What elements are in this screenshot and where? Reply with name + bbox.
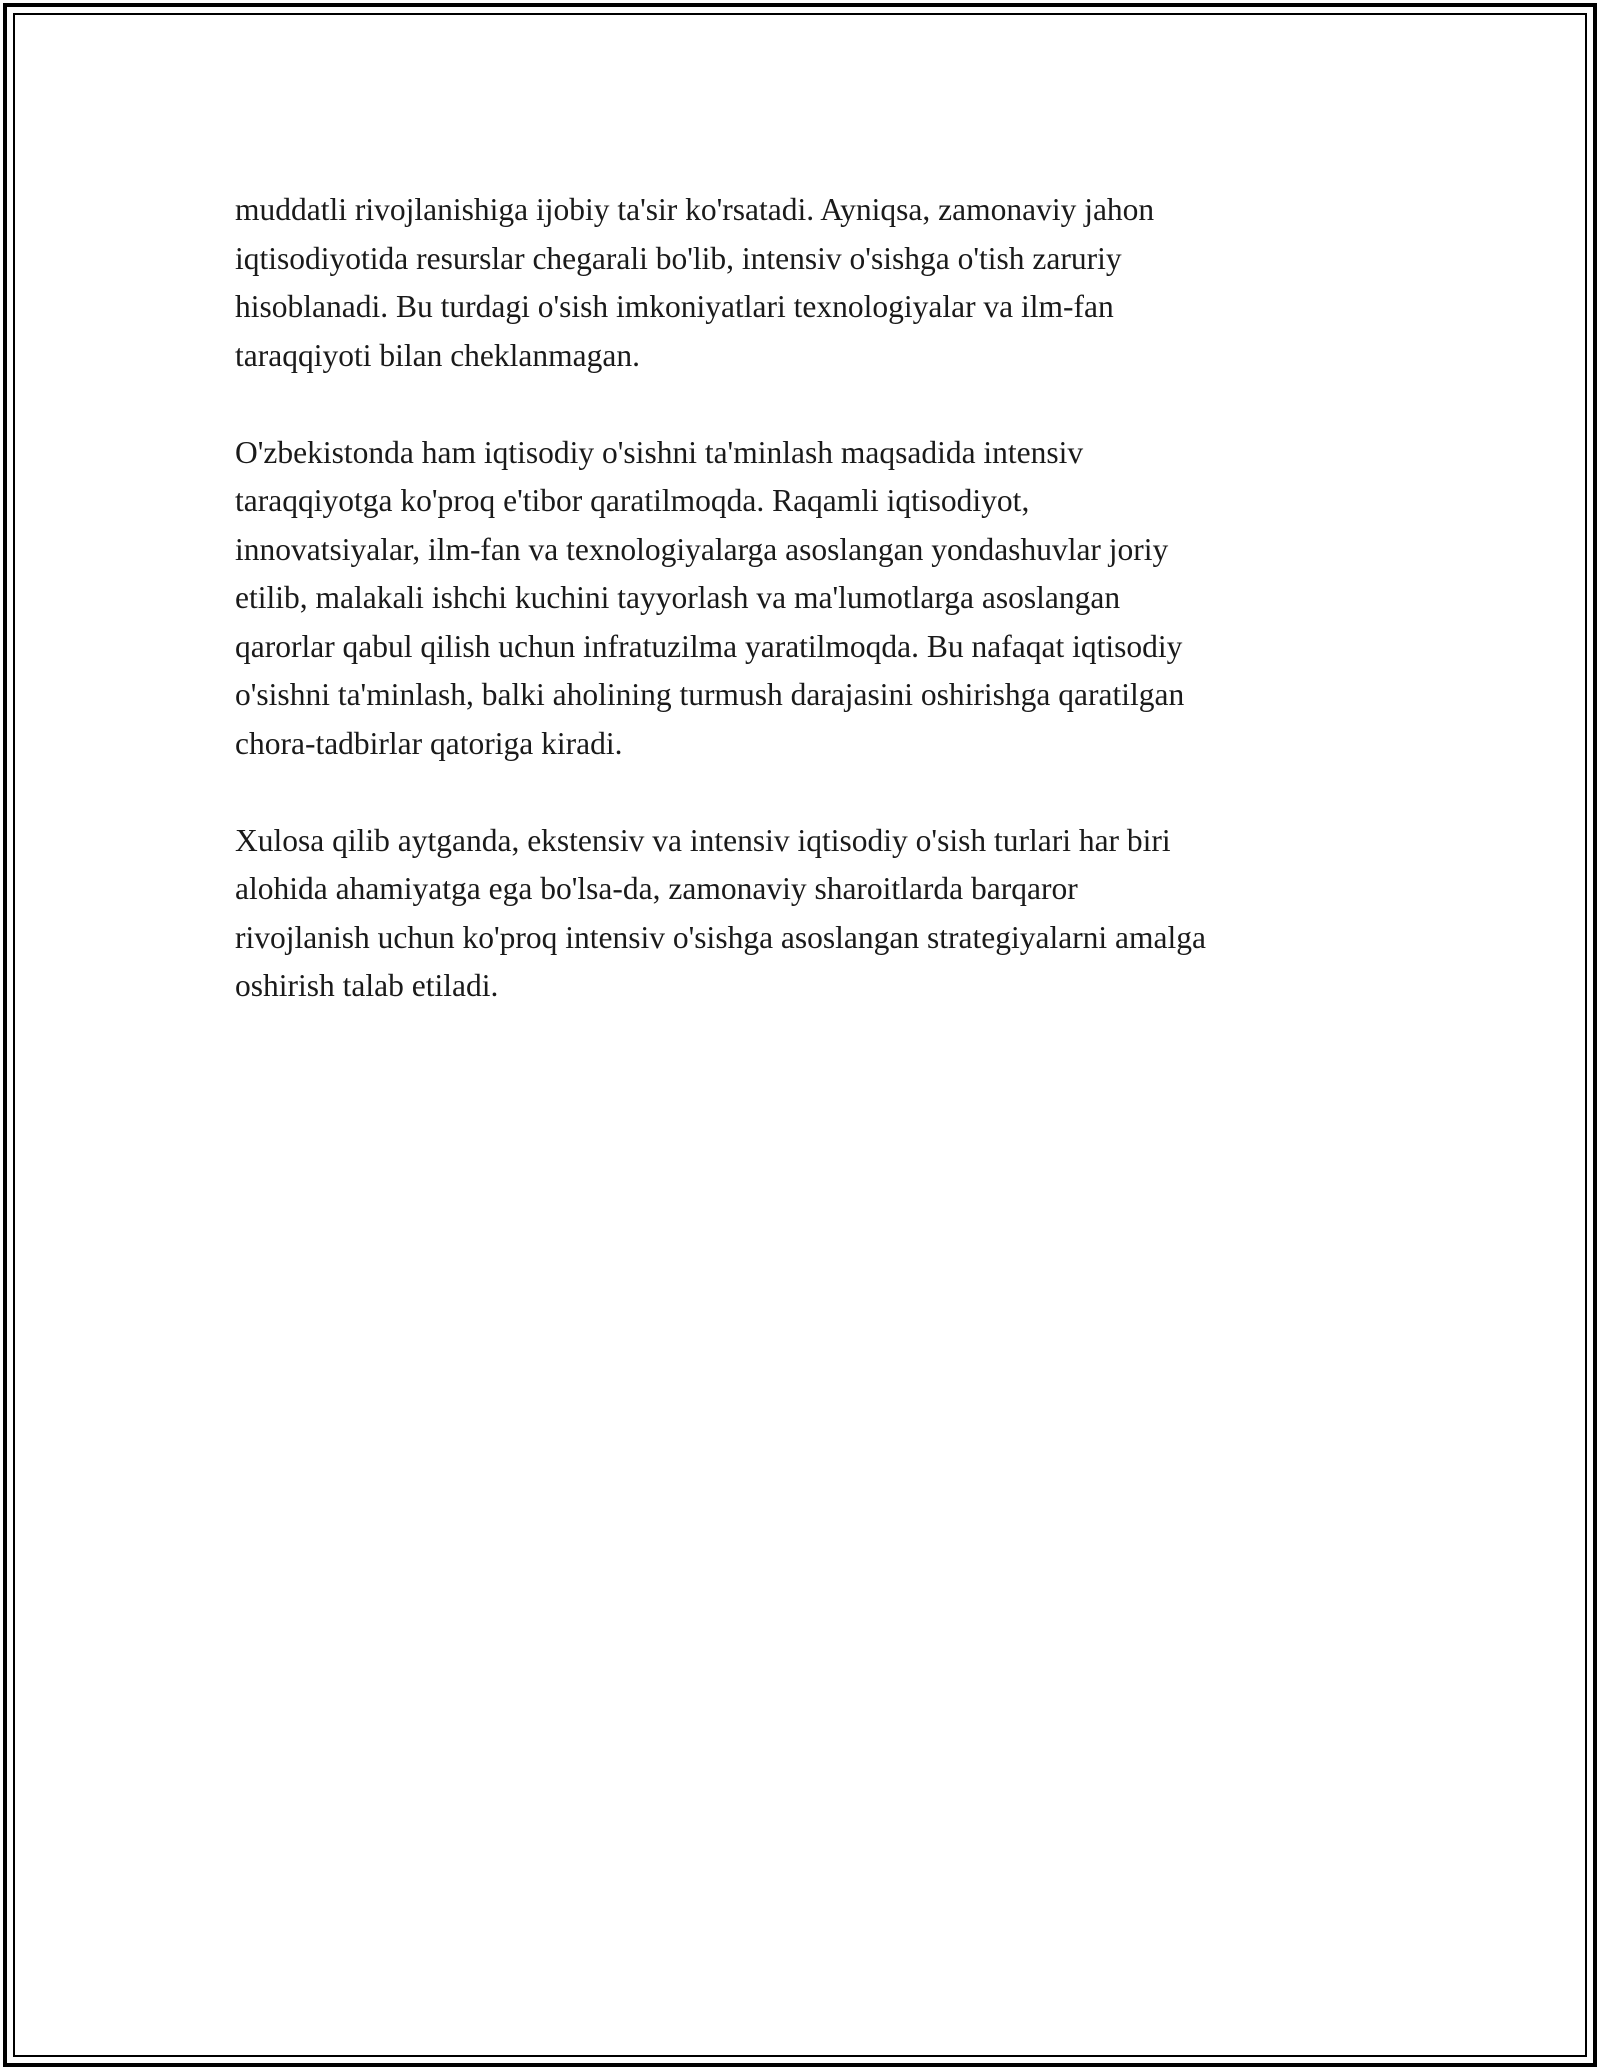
text-line: rivojlanish uchun ko'proq intensiv o'sishga asoslangan strategiyalarni amalga <box>235 919 1207 955</box>
document-body <box>235 186 1385 1059</box>
text-line: O'zbekistonda ham iqtisodiy o'sishni ta'minlash maqsadida intensiv <box>235 434 1084 470</box>
text-line: etilib, malakali ishchi kuchini tayyorlash va ma'lumotlarga asoslangan <box>235 580 1121 615</box>
text-line: o'sishni ta'minlash, balki aholining turmush darajasini oshirishga qaratilgan <box>235 677 1185 712</box>
text-line: iqtisodiyotida resurslar chegarali bo'lib, intensiv o'sishga o'tish zaruriy <box>235 240 1122 276</box>
text-line: muddatli rivojlanishiga ijobiy ta'sir ko'rsatadi. Ayniqsa, zamonaviy jahon <box>235 192 1155 227</box>
text-line: Xulosa qilib aytganda, ekstensiv va intensiv iqtisodiy o'sish turlari har biri <box>235 822 1171 858</box>
paragraph-1 <box>235 186 1385 380</box>
text-line: chora-tadbirlar qatoriga kiradi. <box>235 725 623 761</box>
text-line: taraqqiyotga ko'proq e'tibor qaratilmoqda. Raqamli iqtisodiyot, <box>235 483 1030 518</box>
text-line: innovatsiyalar, ilm-fan va texnologiyalarga asoslangan yondashuvlar joriy <box>235 531 1169 567</box>
text-line: hisoblanadi. Bu turdagi o'sish imkoniyatlari texnologiyalar va ilm-fan <box>235 289 1114 324</box>
text-line: alohida ahamiyatga ega bo'lsa-da, zamonaviy sharoitlarda barqaror <box>235 871 1078 906</box>
paragraph-3 <box>235 817 1385 1011</box>
text-line: oshirish talab etiladi. <box>235 968 499 1003</box>
paragraph-2 <box>235 429 1385 769</box>
text-line: taraqqiyoti bilan cheklanmagan. <box>235 337 640 373</box>
text-line: qarorlar qabul qilish uchun infratuzilma yaratilmoqda. Bu nafaqat iqtisodiy <box>235 628 1183 664</box>
